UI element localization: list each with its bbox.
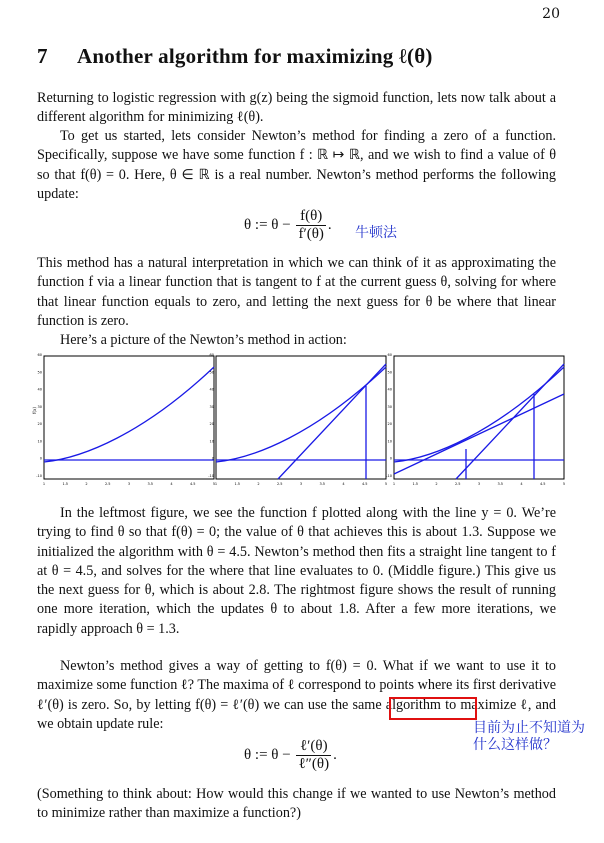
figure-right-tangent-2 <box>394 394 564 474</box>
figure-left-y-label <box>32 407 37 414</box>
eq1-fraction <box>296 208 325 243</box>
question-note-line2: 什么这样做？ <box>473 737 557 753</box>
paragraph-figure-explanation: In the leftmost figure, we see the function f plotted along with the line y = 0. We’re trying to find θ so that f(θ) = 0; the value of θ that achieves this is about 1.3. Suppose we initialized the algorithm with θ = 4.5. Newton’s method then fits a straight line tangent to f at θ = 4.5, and solves for the where that line evaluates to 0. (Middle figure.) This give us the next guess for θ, which is about 2.8. The rightmost figure shows the result of running one more iteration, which the updates θ to about 1.8. After a few more iterations, we rapidly approach θ = 1.3. <box>37 505 556 637</box>
x-tick-label: 3 <box>127 482 131 486</box>
eq1-numerator: f(θ) <box>296 208 325 226</box>
y-tick-label: 50 <box>37 370 42 375</box>
y-tick-label: 60 <box>37 353 42 357</box>
eq2-fraction <box>296 738 331 773</box>
x-tick-label: 2 <box>85 482 88 486</box>
paragraph-think-about: (Something to think about: How would this change if we wanted to use Newton’s method to minimize rather than maximize a function?) <box>37 786 556 822</box>
equation-maximize-update <box>244 738 337 773</box>
section-title: Another algorithm for maximizing ℓ(θ) <box>77 44 433 68</box>
y-tick-label: 60 <box>387 353 392 357</box>
question-note-line1: 目前为止不知道为 <box>473 720 585 736</box>
y-tick-label: 0 <box>211 456 214 461</box>
x-tick-label: 5 <box>384 482 388 486</box>
y-tick-label: 0 <box>39 456 42 461</box>
paragraph-intro: Returning to logistic regression with g(z) being the sigmoid function, lets now talk about a different algorithm for minimizing ℓ(θ). <box>37 90 556 126</box>
x-tick-label: 4.5 <box>361 482 368 486</box>
x-tick-label: 4.5 <box>189 482 196 486</box>
figure-middle-curve <box>216 367 386 462</box>
x-tick-label: 2.5 <box>104 482 111 486</box>
y-tick-label: 50 <box>209 370 214 375</box>
x-tick-label: 3 <box>477 482 481 486</box>
x-tick-label: 1.5 <box>234 482 241 486</box>
y-tick-label: 10 <box>387 439 392 444</box>
x-tick-label: 3.5 <box>147 482 154 486</box>
figure-right-curve <box>394 367 564 462</box>
x-tick-label: 4 <box>342 482 345 486</box>
section-heading <box>37 44 433 69</box>
x-tick-label: 3.5 <box>497 482 504 486</box>
x-tick-label: 1 <box>392 482 396 486</box>
highlight-box <box>389 697 477 720</box>
p6-after: we can use the same algorithm to maximize ℓ, and we obtain update rule: <box>37 696 557 732</box>
y-tick-label: 30 <box>37 404 42 409</box>
y-tick-label: 10 <box>209 439 214 444</box>
equation-newton-update <box>244 208 332 243</box>
y-tick-label: 30 <box>209 404 214 409</box>
y-tick-label: -10 <box>386 474 392 478</box>
eq2-period: . <box>333 746 337 763</box>
x-tick-label: 1.5 <box>62 482 69 486</box>
y-tick-label: -10 <box>36 474 42 478</box>
y-tick-label: 40 <box>387 387 392 392</box>
eq2-lhs: θ := θ − <box>244 746 291 763</box>
x-tick-label: 1.5 <box>412 482 419 486</box>
y-tick-label: 20 <box>209 422 214 427</box>
y-tick-label: 10 <box>37 439 42 444</box>
page-number: 20 <box>542 6 560 22</box>
x-tick-label: 2.5 <box>454 482 461 486</box>
y-tick-label: 30 <box>387 404 392 409</box>
x-tick-label: 2 <box>435 482 438 486</box>
figure-middle-tangent <box>278 364 386 479</box>
x-tick-label: 5 <box>212 482 216 486</box>
eq1-period: . <box>327 216 332 233</box>
y-tick-label: 20 <box>387 422 392 427</box>
eq2-numerator: ℓ′(θ) <box>296 738 331 756</box>
figure-right <box>383 354 569 489</box>
p6-before: Newton’s method gives a way of getting to f(θ) = 0. What if we want to use it to maximize some function ℓ? The maxima of ℓ correspond to points where its first derivative ℓ′(θ) is zero. So, by letting <box>37 658 556 713</box>
figure-left <box>33 354 219 489</box>
eq1-denominator: f′(θ) <box>298 226 324 242</box>
figure-right-tangent-1 <box>456 364 564 479</box>
section-number: 7 <box>37 44 48 68</box>
x-tick-label: 3 <box>299 482 303 486</box>
paragraph-newton-setup: To get us started, lets consider Newton’s method for finding a zero of a function. Specifically, suppose we have some function f : ℝ ↦ ℝ, and we wish to find a value of θ so that f(θ) = 0. Here, θ ∈ ℝ is a real number. Newton’s method performs the following update: <box>37 128 556 202</box>
x-tick-label: 2 <box>257 482 260 486</box>
eq1-lhs: θ := θ − <box>244 216 291 233</box>
x-tick-label: 1 <box>42 482 46 486</box>
y-tick-label: 40 <box>37 387 42 392</box>
svg-text:f(x): f(x) <box>32 407 37 414</box>
y-tick-label: 0 <box>389 456 392 461</box>
x-tick-label: 2.5 <box>276 482 283 486</box>
x-tick-label: 4 <box>170 482 173 486</box>
x-tick-label: 5 <box>562 482 566 486</box>
question-note <box>473 720 585 754</box>
p6-boxed: f(θ) = ℓ′(θ) <box>195 696 260 713</box>
eq2-denominator: ℓ″(θ) <box>298 756 330 772</box>
y-tick-label: -10 <box>208 474 214 478</box>
y-tick-label: 50 <box>387 370 392 375</box>
y-tick-label: 40 <box>209 387 214 392</box>
x-tick-label: 1 <box>214 482 218 486</box>
x-tick-label: 3.5 <box>319 482 326 486</box>
y-tick-label: 60 <box>209 353 214 357</box>
figure-left-curve <box>44 367 214 462</box>
paragraph-picture-intro: Here’s a picture of the Newton’s method in action: <box>60 332 347 348</box>
y-tick-label: 20 <box>37 422 42 427</box>
x-tick-label: 4 <box>520 482 523 486</box>
x-tick-label: 4.5 <box>539 482 546 486</box>
newton-method-note: 牛顿法 <box>355 225 397 241</box>
figure-middle <box>205 354 391 489</box>
paragraph-interpretation: This method has a natural interpretation in which we can think of it as approximating the function f via a linear function that is tangent to f at the current guess θ, solving for where that linear function equals to zero, and letting the next guess for θ be where that linear function is zero. <box>37 255 556 329</box>
